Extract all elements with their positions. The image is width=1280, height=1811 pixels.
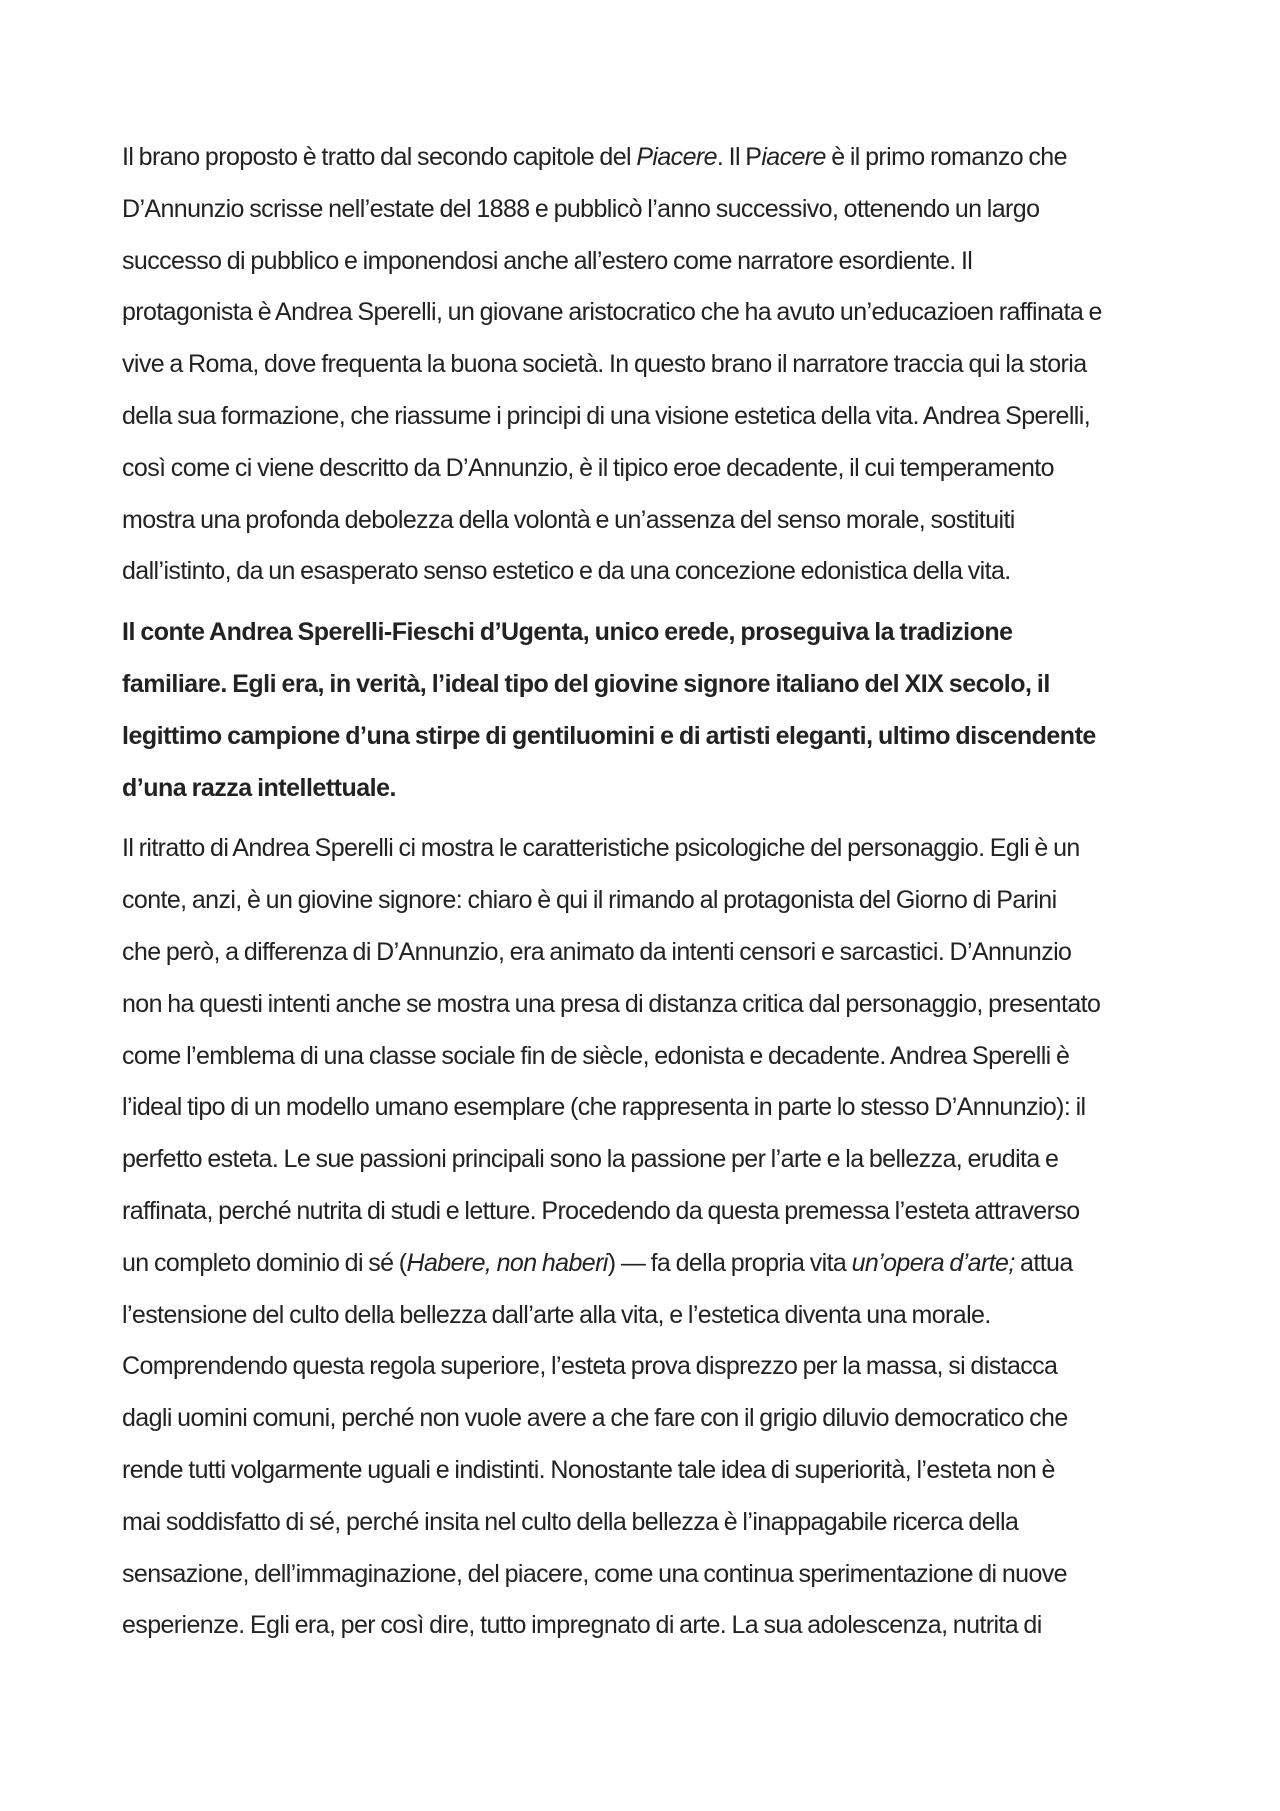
text-segment: che però, a differenza di D’Annunzio, era animato da intenti censori e sarcastici. D’Annunzio [122, 937, 1072, 966]
text-line: Il conte Andrea Sperelli-Fieschi d’Ugenta, unico erede, proseguiva la tradizione [122, 618, 1013, 647]
text-segment: protagonista è Andrea Sperelli, un giovane aristocratico che ha avuto un’educazioen raffinata e [122, 298, 1102, 327]
text-segment: attua [1014, 1248, 1073, 1277]
text-segment: D’Annunzio scrisse nell’estate del 1888 e pubblicò l’anno successivo, ottenendo un largo [122, 194, 1040, 223]
text-line [122, 1600, 1172, 1652]
text-segment: è il primo romanzo che [825, 143, 1067, 171]
text-segment: dagli uomini comuni, perché non vuole avere a che fare con il grigio diluvio democratico che [122, 1404, 1068, 1433]
italic-text: un’opera d’arte; [851, 1248, 1015, 1277]
document-body [122, 132, 1172, 1652]
text-segment: perfetto esteta. Le sue passioni principali sono la passione per l’arte e la bellezza, erudita e [122, 1145, 1059, 1174]
quoted-passage-bold [122, 607, 1172, 814]
text-line [122, 132, 1172, 184]
text-segment: mai soddisfatto di sé, perché insita nel culto della bellezza è l’inappagabile ricerca della [122, 1507, 1019, 1536]
text-segment: così come ci viene descritto da D’Annunzio, è il tipico eroe decadente, il cui temperamento [122, 453, 1054, 482]
text-line [122, 1031, 1172, 1083]
intro-paragraph [122, 132, 1172, 598]
text-segment: rende tutti volgarmente uguali e indistinti. Nonostante tale idea di superiorità, l’esteta non è [122, 1455, 1055, 1484]
text-segment: successo di pubblico e imponendosi anche all’estero come narratore esordiente. Il [122, 246, 973, 275]
text-line [122, 1238, 1172, 1290]
text-segment: Il ritratto di Andrea Sperelli ci mostra le caratteristiche psicologiche del personaggio. Egli è un [122, 834, 1080, 863]
text-line [122, 1082, 1172, 1134]
text-segment: . Il P [716, 143, 762, 171]
text-segment: conte, anzi, è un giovine signore: chiaro è qui il rimando al protagonista del Giorno di Parini [122, 886, 1057, 915]
text-segment: un completo dominio di sé ( [122, 1248, 407, 1277]
text-line: legittimo campione d’una stirpe di gentiluomini e di artisti eleganti, ultimo discendente [122, 721, 1096, 750]
text-line [122, 823, 1172, 875]
text-line [122, 443, 1172, 495]
text-segment: Comprendendo questa regola superiore, l’esteta prova disprezzo per la massa, si distacca [122, 1352, 1058, 1381]
text-line: familiare. Egli era, in verità, l’ideal tipo del giovine signore italiano del XIX secolo, il [122, 669, 1050, 698]
text-segment: l’estensione del culto della bellezza dall’arte alla vita, e l’estetica diventa una morale. [122, 1300, 991, 1329]
text-line [122, 979, 1172, 1031]
italic-text: Habere, non haberi [406, 1248, 608, 1277]
text-segment: della sua formazione, che riassume i principi di una visione estetica della vita. Andrea Sperelli, [122, 401, 1091, 430]
text-line [122, 1341, 1172, 1393]
text-segment: Il brano proposto è tratto dal secondo capitole del [122, 143, 637, 171]
text-segment: come l’emblema di una classe sociale fin de siècle, edonista e decadente. Andrea Sperelli è [122, 1041, 1070, 1070]
text-line [122, 495, 1172, 547]
text-line [122, 875, 1172, 927]
text-line [122, 927, 1172, 979]
text-line [122, 236, 1172, 288]
text-line [122, 1134, 1172, 1186]
text-line [122, 339, 1172, 391]
text-line [122, 184, 1172, 236]
text-segment: ) — fa della propria vita [607, 1248, 852, 1277]
text-segment: non ha questi intenti anche se mostra una presa di distanza critica dal personaggio, presentato [122, 989, 1101, 1018]
text-segment: raffinata, perché nutrita di studi e letture. Procedendo da questa premessa l’esteta attraverso [122, 1196, 1080, 1225]
text-segment: sensazione, dell’immaginazione, del piacere, come una continua sperimentazione di nuove [122, 1559, 1067, 1588]
italic-text: Piacere [636, 143, 717, 171]
analysis-paragraph [122, 823, 1172, 1652]
text-line [122, 546, 1172, 598]
text-segment: vive a Roma, dove frequenta la buona società. In questo brano il narratore traccia qui la storia [122, 350, 1087, 379]
text-line [122, 1497, 1172, 1549]
text-line: d’una razza intellettuale. [122, 773, 396, 802]
text-line [122, 1290, 1172, 1342]
text-segment: l’ideal tipo di un modello umano esemplare (che rappresenta in parte lo stesso D’Annunzio): il [122, 1093, 1086, 1122]
text-line [122, 1445, 1172, 1497]
text-line [122, 287, 1172, 339]
text-line [122, 1393, 1172, 1445]
italic-text: iacere [761, 143, 826, 171]
text-segment: mostra una profonda debolezza della volontà e un’assenza del senso morale, sostituiti [122, 505, 1015, 534]
text-line [122, 391, 1172, 443]
text-line [122, 1186, 1172, 1238]
text-segment: esperienze. Egli era, per così dire, tutto impregnato di arte. La sua adolescenza, nutrita di [122, 1611, 1042, 1640]
text-segment: dall’istinto, da un esasperato senso estetico e da una concezione edonistica della vita. [122, 557, 1011, 586]
text-line [122, 1549, 1172, 1601]
